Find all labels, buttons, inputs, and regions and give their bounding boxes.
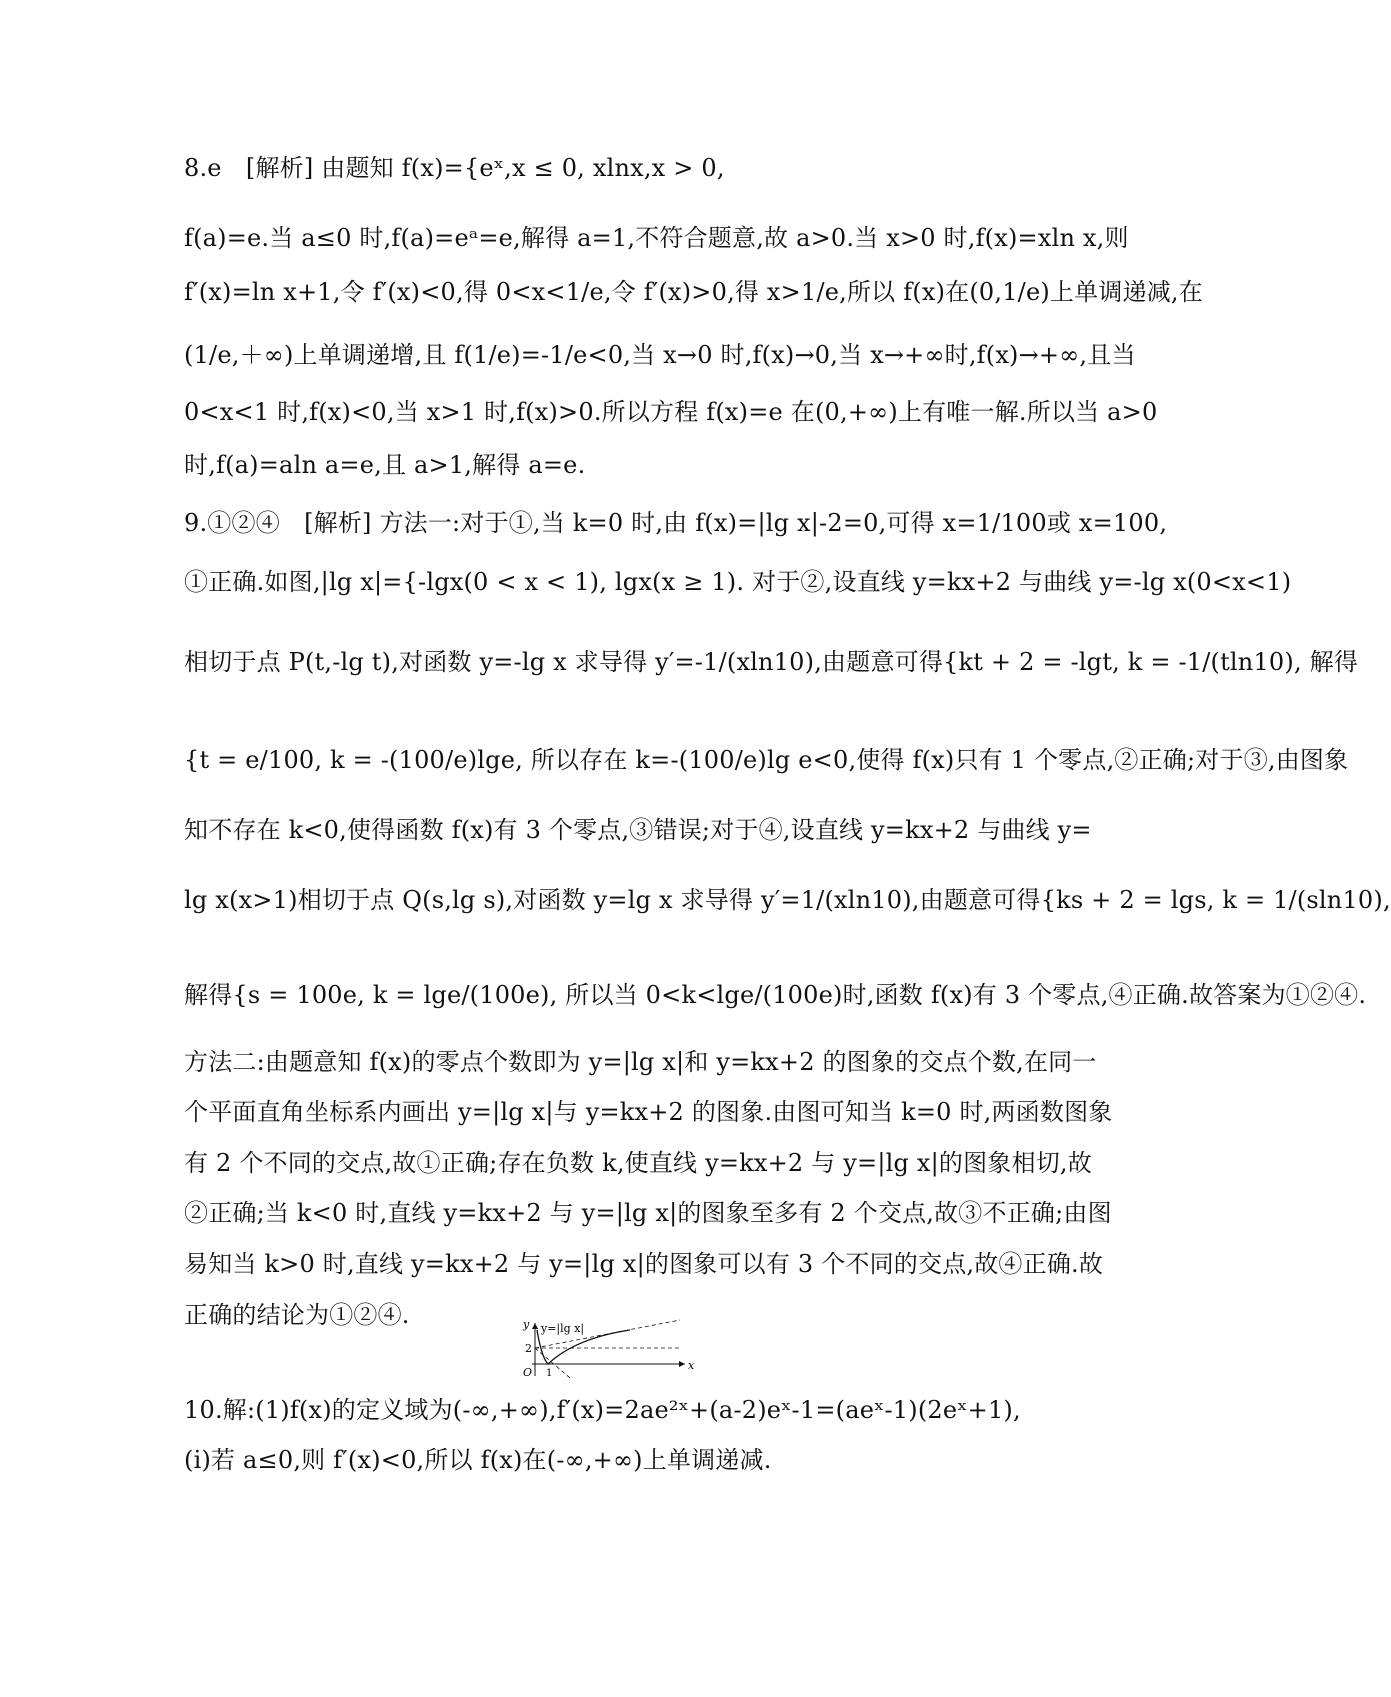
p9-line-12: 易知当 k>0 时,直线 y=kx+2 与 y=|lg x|的图象可以有 3 个不同的交点,故④正确.故 <box>184 1250 1104 1278</box>
line-negative-k <box>535 1348 570 1378</box>
x-axis-label: x <box>688 1359 695 1372</box>
x-tick-1: 1 <box>546 1368 553 1379</box>
p9-line-1: 9.①②④ [解析] 方法一:对于①,当 k=0 时,由 f(x)=|lg x|-2=0,可得 x=1/100或 x=100, <box>184 509 1168 537</box>
p9-line-10: 有 2 个不同的交点,故①正确;存在负数 k,使直线 y=kx+2 与 y=|lg x|的图象相切,故 <box>184 1149 1092 1177</box>
p9-line-9: 个平面直角坐标系内画出 y=|lg x|与 y=kx+2 的图象.由图可知当 k=0 时,两函数图象 <box>184 1098 1113 1126</box>
abs-lg-curve <box>537 1330 630 1364</box>
y-axis-label: y <box>523 1318 530 1331</box>
y-axis-arrow <box>532 1323 538 1329</box>
x-axis-arrow <box>679 1361 685 1367</box>
p10-line-1: 10.解:(1)f(x)的定义域为(-∞,+∞),f′(x)=2ae²ˣ+(a-2)eˣ-1=(aeˣ-1)(2eˣ+1), <box>184 1396 1021 1424</box>
curve-label: y=|lg x| <box>541 1322 585 1335</box>
p9-line-5: 知不存在 k<0,使得函数 f(x)有 3 个零点,③错误;对于④,设直线 y=kx+2 与曲线 y= <box>184 816 1092 844</box>
p8-line-6: 时,f(a)=aln a=e,且 a>1,解得 a=e. <box>184 451 586 479</box>
origin-label: O <box>523 1366 533 1379</box>
p9-line-13: 正确的结论为①②④. <box>184 1301 410 1329</box>
p8-line-4: (1/e,＋∞)上单调递增,且 f(1/e)=-1/e<0,当 x→0 时,f(x)→0,当 x→+∞时,f(x)→+∞,且当 <box>184 341 1136 369</box>
p9-line-2: ①正确.如图,|lg x|={-lgx(0 < x < 1), lgx(x ≥ 1). 对于②,设直线 y=kx+2 与曲线 y=-lg x(0<x<1) <box>184 568 1292 596</box>
p10-line-2: (i)若 a≤0,则 f′(x)<0,所以 f(x)在(-∞,+∞)上单调递减. <box>184 1446 772 1474</box>
p9-line-6: lg x(x>1)相切于点 Q(s,lg s),对函数 y=lg x 求导得 y′=1/(xln10),由题意可得{ks + 2 = lgs, k = 1/(sln10), <box>184 886 1391 914</box>
graph-figure <box>520 1318 720 1380</box>
p8-line-3: f′(x)=ln x+1,令 f′(x)<0,得 0<x<1/e,令 f′(x)>0,得 x>1/e,所以 f(x)在(0,1/e)上单调递减,在 <box>184 278 1203 306</box>
p8-line-5: 0<x<1 时,f(x)<0,当 x>1 时,f(x)>0.所以方程 f(x)=e 在(0,+∞)上有唯一解.所以当 a>0 <box>184 398 1158 426</box>
p9-line-3: 相切于点 P(t,-lg t),对函数 y=-lg x 求导得 y′=-1/(xln10),由题意可得{kt + 2 = -lgt, k = -1/(tln10), 解得 <box>184 648 1359 676</box>
p9-line-11: ②正确;当 k<0 时,直线 y=kx+2 与 y=|lg x|的图象至多有 2 个交点,故③不正确;由图 <box>184 1199 1112 1227</box>
p9-line-8: 方法二:由题意知 f(x)的零点个数即为 y=|lg x|和 y=kx+2 的图象的交点个数,在同一 <box>184 1048 1097 1076</box>
p8-line-1: 8.e [解析] 由题知 f(x)={eˣ,x ≤ 0, xlnx,x > 0, <box>184 154 725 182</box>
p9-line-4: {t = e/100, k = -(100/e)lge, 所以存在 k=-(100/e)lg e<0,使得 f(x)只有 1 个零点,②正确;对于③,由图象 <box>184 746 1349 774</box>
p9-line-7: 解得{s = 100e, k = lge/(100e), 所以当 0<k<lge/(100e)时,函数 f(x)有 3 个零点,④正确.故答案为①②④. <box>184 981 1367 1009</box>
p8-line-2: f(a)=e.当 a≤0 时,f(a)=eᵃ=e,解得 a=1,不符合题意,故 a>0.当 x>0 时,f(x)=xln x,则 <box>184 224 1129 252</box>
y-tick-2: 2 <box>525 1342 532 1355</box>
